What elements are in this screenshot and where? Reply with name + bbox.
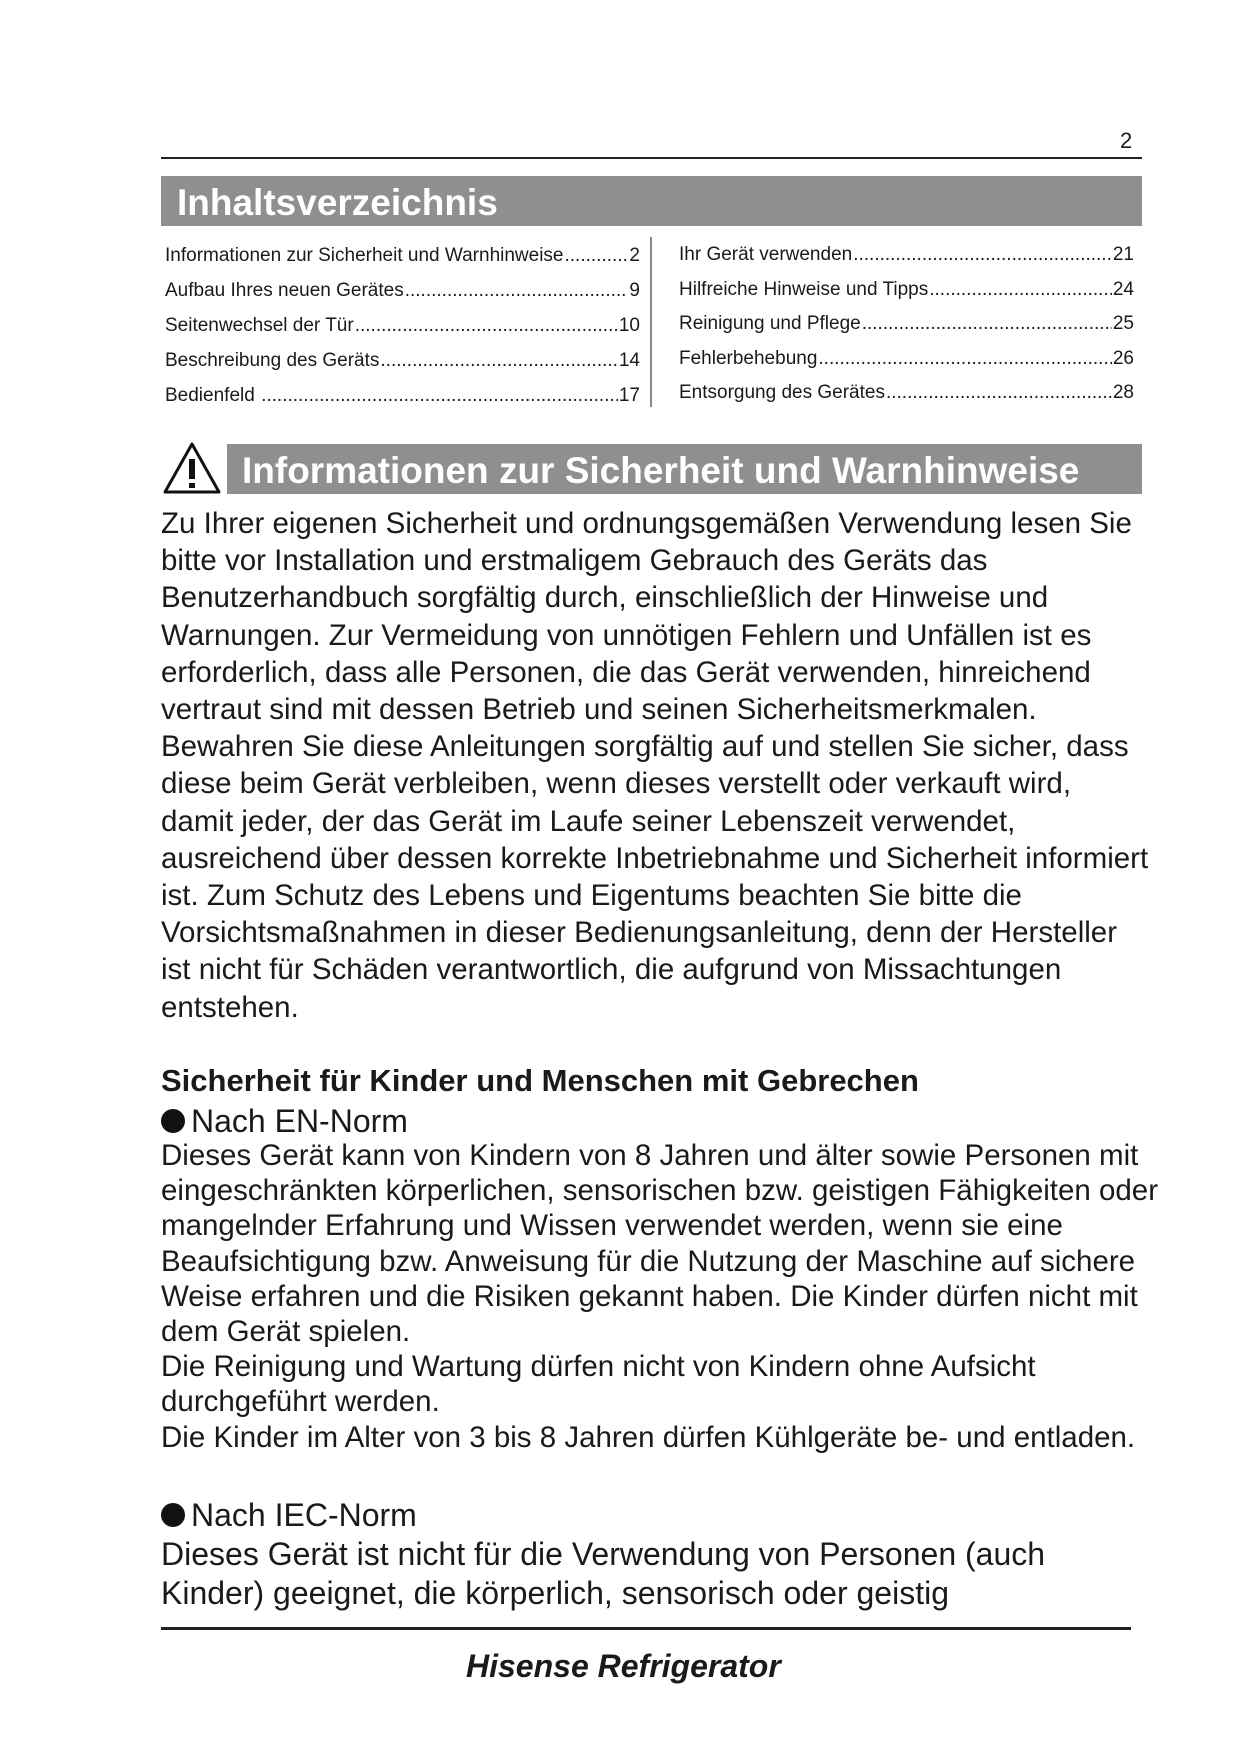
toc-leader [818, 342, 1111, 377]
toc-entry-page: 26 [1112, 347, 1134, 369]
toc-entry[interactable] [165, 343, 640, 378]
toc-entry[interactable] [165, 378, 640, 413]
toc-entry-page: 21 [1112, 244, 1134, 265]
safety-banner [227, 444, 1142, 494]
iec-norm-heading-text: Nach IEC-Norm [191, 1497, 417, 1533]
toc-entry[interactable] [165, 273, 640, 308]
footer-rule [161, 1627, 1131, 1630]
toc-entry-label: Beschreibung des Geräts [165, 350, 380, 371]
safety-title: Informationen zur Sicherheit und Warnhinweise [242, 450, 1080, 491]
toc-right-column [679, 238, 1134, 411]
toc-entry[interactable] [165, 238, 640, 273]
toc-entry-page: 25 [1112, 313, 1134, 334]
toc-entry[interactable] [679, 238, 1134, 273]
toc-leader [380, 343, 617, 378]
toc-entry-label: Ihr Gerät verwenden [679, 244, 853, 265]
toc-leader [405, 273, 629, 308]
toc-entry[interactable] [679, 273, 1134, 308]
iec-norm-text: Dieses Gerät ist nicht für die Verwendung von Personen (auch Kinder) geeignet, die körperlich, sensorisch oder geistig [161, 1536, 1046, 1611]
toc-entry-page: 2 [629, 245, 640, 266]
toc-entry-page: 24 [1112, 278, 1134, 300]
toc-entry-label: Fehlerbehebung [679, 347, 818, 369]
page-number: 2 [1120, 128, 1133, 153]
toc-entry[interactable] [679, 376, 1134, 411]
toc-entry[interactable] [165, 308, 640, 343]
children-safety-heading: Sicherheit für Kinder und Menschen mit Gebrechen [161, 1063, 919, 1098]
toc-leader [261, 378, 618, 413]
toc-entry-page: 28 [1112, 382, 1134, 403]
toc-entry-label: Informationen zur Sicherheit und Warnhinweise [165, 245, 564, 266]
toc-leader [853, 238, 1112, 273]
toc-entry-page: 10 [618, 315, 640, 336]
toc-left-column [165, 238, 640, 413]
toc-entry-label: Seitenwechsel der Tür [165, 315, 354, 336]
bullet-icon [161, 1109, 185, 1133]
toc-leader [862, 307, 1112, 342]
header-rule [161, 157, 1142, 159]
toc-entry-label: Aufbau Ihres neuen Gerätes [165, 280, 404, 301]
safety-intro-paragraph: Zu Ihrer eigenen Sicherheit und ordnungsgemäßen Verwendung lesen Sie bitte vor Installation und erstmaligem Gebrauch des Geräts das Benutzerhandbuch sorgfältig durch, einschließlich der Hinweise und Warnungen. Zur Vermeidung von unnötigen Fehlern und Unfällen ist es erforderlich, dass alle Personen, die das Gerät verwenden, hinreichend vertraut sind mit dessen Betrieb und seinen Sicherheitsmerkmalen. Bewahren Sie diese Anleitungen sorgfältig auf und stellen Sie sicher, dass diese beim Gerät verbleiben, wenn dieses verstellt oder verkauft wird, damit jeder, der das Gerät im Laufe seiner Lebenszeit verwendet, ausreichend über dessen korrekte Inbetriebnahme und Sicherheit informiert ist. Zum Schutz des Lebens und Eigentums beachten Sie bitte die Vorsichtsmaßnahmen in dieser Bedienungsanleitung, denn der Hersteller ist nicht für Schäden verantwortlich, die aufgrund von Missachtungen entstehen. [161, 507, 1149, 1024]
toc-entry-label: Bedienfeld [165, 385, 261, 406]
en-norm-paragraph: Dieses Gerät kann von Kindern von 8 Jahren und älter sowie Personen mit eingeschränkten körperlichen, sensorischen bzw. geistigen Fähigkeiten oder mangelnder Erfahrung und Wissen verwendet werden, wenn sie eine Beaufsichtigung bzw. Anweisung für die Nutzung der Maschine auf sichere Weise erfahren und die Risiken gekannt haben. Die Kinder dürfen nicht mit dem Gerät spielen. [161, 1139, 1159, 1349]
en-norm-paragraph: Die Kinder im Alter von 3 bis 8 Jahren dürfen Kühlgeräte be- und entladen. [161, 1420, 1136, 1454]
toc-banner [161, 176, 1142, 226]
toc-entry-label: Hilfreiche Hinweise und Tipps [679, 278, 929, 300]
toc-entry[interactable] [679, 307, 1134, 342]
en-norm-paragraph: Die Reinigung und Wartung dürfen nicht von Kindern ohne Aufsicht durchgeführt werden. [161, 1350, 1036, 1419]
toc-entry[interactable] [679, 342, 1134, 377]
toc-leader [929, 273, 1112, 308]
toc-entry-label: Entsorgung des Gerätes [679, 382, 885, 403]
brand-footer: Hisense Refrigerator [466, 1648, 781, 1684]
toc-entry-page: 17 [618, 385, 640, 406]
toc-leader [565, 238, 629, 273]
toc-entry-label: Reinigung und Pflege [679, 313, 861, 334]
toc-leader [355, 308, 618, 343]
en-norm-heading [161, 1102, 408, 1140]
iec-norm-heading [161, 1496, 417, 1534]
en-norm-heading-text: Nach EN-Norm [191, 1103, 408, 1139]
toc-leader [886, 376, 1112, 411]
toc-column-divider [650, 237, 652, 407]
warning-icon [162, 441, 222, 495]
en-norm-text [161, 1138, 1161, 1455]
bullet-icon [161, 1503, 185, 1527]
toc-title: Inhaltsverzeichnis [177, 182, 498, 223]
toc-entry-page: 14 [618, 350, 640, 371]
toc-entry-page: 9 [629, 280, 640, 301]
